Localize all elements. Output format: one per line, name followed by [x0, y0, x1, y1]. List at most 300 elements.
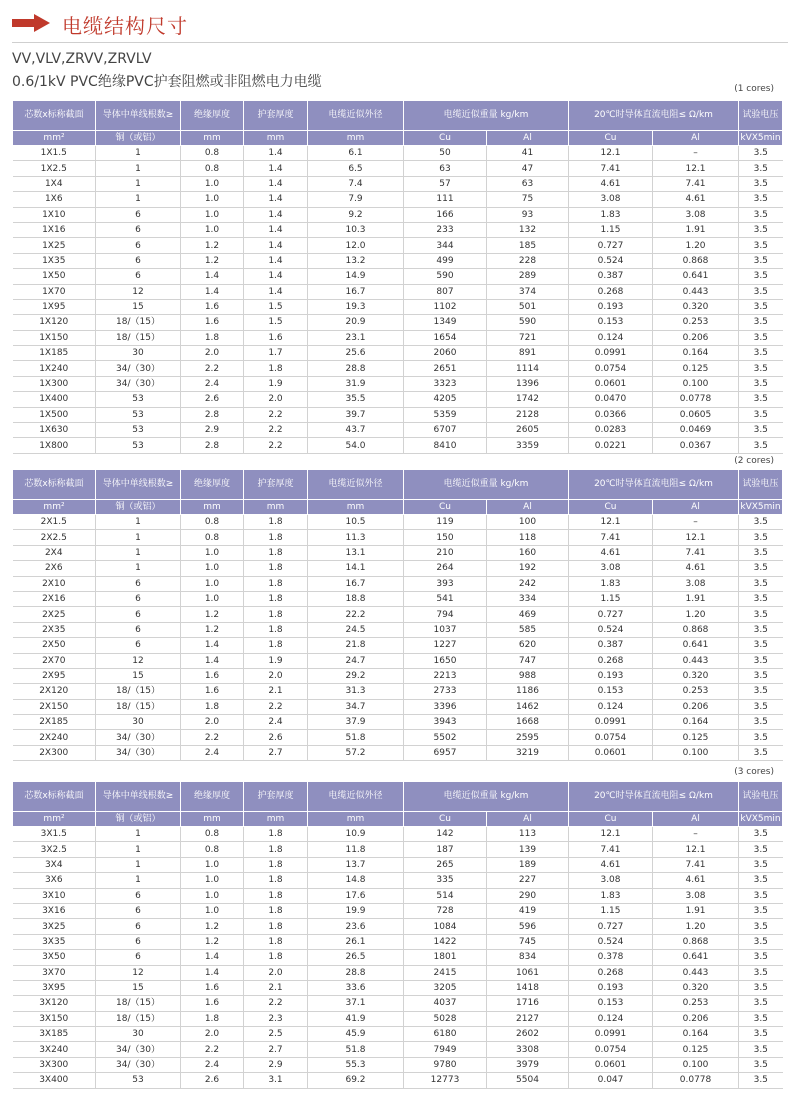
cell-resistance-al: – [653, 827, 739, 842]
cell-voltage: 3.5 [739, 996, 783, 1011]
table-row [13, 1073, 783, 1088]
table-row [13, 253, 783, 268]
cell-sheath: 1.8 [244, 857, 308, 872]
cell-voltage: 3.5 [739, 176, 783, 191]
cell-resistance-al: 1.20 [653, 919, 739, 934]
cell-strands: 53 [96, 1073, 181, 1088]
cell-diameter: 28.8 [308, 965, 404, 980]
unit-diameter: mm [308, 812, 404, 827]
cell-voltage: 3.5 [739, 376, 783, 391]
cell-sheath: 1.8 [244, 842, 308, 857]
cell-strands: 12 [96, 653, 181, 668]
col-header-size: 芯数x标称截面 [13, 470, 96, 500]
cell-weight-al: 747 [487, 653, 569, 668]
cell-size: 1X4 [13, 176, 96, 191]
cell-weight-al: 242 [487, 576, 569, 591]
cell-voltage: 3.5 [739, 161, 783, 176]
cell-diameter: 51.8 [308, 1042, 404, 1057]
cell-insulation: 1.6 [181, 980, 244, 995]
cell-resistance-al: 0.0367 [653, 438, 739, 453]
cell-diameter: 11.3 [308, 530, 404, 545]
cell-weight-al: 1742 [487, 392, 569, 407]
cell-weight-al: 118 [487, 530, 569, 545]
cell-weight-cu: 166 [404, 207, 487, 222]
table-row [13, 919, 783, 934]
cell-resistance-al: 7.41 [653, 545, 739, 560]
cell-size: 2X150 [13, 699, 96, 714]
cable-models: VV,VLV,ZRVV,ZRVLV [12, 51, 152, 67]
cell-sheath: 1.8 [244, 561, 308, 576]
unit-size: mm² [13, 131, 96, 146]
cell-size: 3X150 [13, 1011, 96, 1026]
unit-insulation: mm [181, 812, 244, 827]
page-title: 电缆结构尺寸 [62, 14, 188, 38]
cell-insulation: 1.4 [181, 284, 244, 299]
cell-diameter: 10.9 [308, 827, 404, 842]
cell-strands: 6 [96, 253, 181, 268]
cell-voltage: 3.5 [739, 423, 783, 438]
cell-weight-cu: 8410 [404, 438, 487, 453]
table-row [13, 222, 783, 237]
cell-resistance-al: 0.0605 [653, 407, 739, 422]
cell-strands: 6 [96, 222, 181, 237]
cell-sheath: 1.8 [244, 361, 308, 376]
cell-resistance-cu: 0.0283 [569, 423, 653, 438]
cell-voltage: 3.5 [739, 919, 783, 934]
cell-diameter: 22.2 [308, 607, 404, 622]
cell-diameter: 37.1 [308, 996, 404, 1011]
cell-insulation: 2.4 [181, 376, 244, 391]
cell-size: 3X35 [13, 934, 96, 949]
cell-strands: 1 [96, 192, 181, 207]
cell-diameter: 26.5 [308, 950, 404, 965]
cell-weight-al: 1396 [487, 376, 569, 391]
cell-resistance-cu: 0.387 [569, 269, 653, 284]
cell-sheath: 1.8 [244, 873, 308, 888]
table-row [13, 622, 783, 637]
cell-size: 1X50 [13, 269, 96, 284]
cell-sheath: 2.2 [244, 699, 308, 714]
cell-resistance-al: 3.08 [653, 207, 739, 222]
cell-size: 1X10 [13, 207, 96, 222]
cell-weight-al: 1186 [487, 684, 569, 699]
cell-insulation: 1.4 [181, 965, 244, 980]
cell-diameter: 14.9 [308, 269, 404, 284]
cell-weight-cu: 541 [404, 591, 487, 606]
cell-sheath: 1.8 [244, 919, 308, 934]
cell-strands: 1 [96, 857, 181, 872]
cell-diameter: 11.8 [308, 842, 404, 857]
cell-weight-cu: 210 [404, 545, 487, 560]
cell-weight-cu: 63 [404, 161, 487, 176]
cell-weight-al: 596 [487, 919, 569, 934]
table-body [13, 827, 783, 1089]
unit-weight-cu: Cu [404, 500, 487, 515]
cell-resistance-al: 1.20 [653, 238, 739, 253]
cell-voltage: 3.5 [739, 515, 783, 530]
cell-strands: 34/（30） [96, 745, 181, 760]
cell-weight-cu: 4205 [404, 392, 487, 407]
cell-weight-al: 2128 [487, 407, 569, 422]
cell-resistance-cu: 1.15 [569, 222, 653, 237]
cell-resistance-al: 0.164 [653, 715, 739, 730]
cell-voltage: 3.5 [739, 269, 783, 284]
cell-weight-cu: 233 [404, 222, 487, 237]
cell-insulation: 0.8 [181, 530, 244, 545]
col-header-strands: 导体中单线根数≥ [96, 101, 181, 131]
cell-size: 2X4 [13, 545, 96, 560]
cell-weight-cu: 1227 [404, 638, 487, 653]
cell-size: 2X50 [13, 638, 96, 653]
table-row [13, 591, 783, 606]
table-row [13, 903, 783, 918]
cell-weight-cu: 794 [404, 607, 487, 622]
cell-diameter: 23.6 [308, 919, 404, 934]
cell-sheath: 1.8 [244, 545, 308, 560]
cell-diameter: 17.6 [308, 888, 404, 903]
cell-strands: 15 [96, 299, 181, 314]
cell-insulation: 1.8 [181, 699, 244, 714]
cell-size: 2X120 [13, 684, 96, 699]
table-row [13, 607, 783, 622]
unit-insulation: mm [181, 500, 244, 515]
cell-voltage: 3.5 [739, 407, 783, 422]
col-header-diameter: 电缆近似外径 [308, 101, 404, 131]
cell-strands: 15 [96, 668, 181, 683]
cell-size: 2X185 [13, 715, 96, 730]
cell-sheath: 1.4 [244, 253, 308, 268]
cell-resistance-al: 12.1 [653, 842, 739, 857]
cell-resistance-cu: 0.193 [569, 668, 653, 683]
cell-resistance-al: 0.868 [653, 622, 739, 637]
cell-resistance-al: 0.0778 [653, 392, 739, 407]
cell-voltage: 3.5 [739, 1073, 783, 1088]
cell-weight-al: 227 [487, 873, 569, 888]
cell-resistance-cu: 0.0601 [569, 376, 653, 391]
cell-resistance-al: 0.253 [653, 315, 739, 330]
cell-size: 2X35 [13, 622, 96, 637]
cell-voltage: 3.5 [739, 684, 783, 699]
cell-strands: 6 [96, 888, 181, 903]
cell-strands: 1 [96, 827, 181, 842]
cell-weight-cu: 1102 [404, 299, 487, 314]
cell-diameter: 28.8 [308, 361, 404, 376]
cell-insulation: 1.0 [181, 222, 244, 237]
unit-weight-al: Al [487, 131, 569, 146]
cell-resistance-al: 0.320 [653, 668, 739, 683]
cell-weight-al: 189 [487, 857, 569, 872]
cell-weight-cu: 1084 [404, 919, 487, 934]
cell-weight-cu: 728 [404, 903, 487, 918]
cell-sheath: 1.8 [244, 622, 308, 637]
table-row [13, 238, 783, 253]
table-row [13, 857, 783, 872]
cell-weight-al: 419 [487, 903, 569, 918]
cell-resistance-cu: 4.61 [569, 857, 653, 872]
cell-insulation: 2.4 [181, 745, 244, 760]
table-row [13, 668, 783, 683]
cell-voltage: 3.5 [739, 315, 783, 330]
cell-size: 1X400 [13, 392, 96, 407]
cell-sheath: 1.8 [244, 530, 308, 545]
cell-weight-al: 3219 [487, 745, 569, 760]
cell-weight-al: 139 [487, 842, 569, 857]
cell-sheath: 1.8 [244, 607, 308, 622]
cell-diameter: 35.5 [308, 392, 404, 407]
cell-resistance-al: 0.868 [653, 253, 739, 268]
cell-diameter: 37.9 [308, 715, 404, 730]
table-row [13, 873, 783, 888]
table-row [13, 699, 783, 714]
cell-resistance-cu: 0.0991 [569, 346, 653, 361]
unit-weight-cu: Cu [404, 812, 487, 827]
cell-diameter: 12.0 [308, 238, 404, 253]
table-row [13, 653, 783, 668]
cell-insulation: 1.4 [181, 653, 244, 668]
table-row [13, 407, 783, 422]
cell-sheath: 1.5 [244, 315, 308, 330]
table-row [13, 315, 783, 330]
cell-size: 3X6 [13, 873, 96, 888]
cell-resistance-cu: 0.153 [569, 684, 653, 699]
cell-weight-cu: 264 [404, 561, 487, 576]
cell-strands: 6 [96, 638, 181, 653]
cell-weight-cu: 499 [404, 253, 487, 268]
cell-diameter: 29.2 [308, 668, 404, 683]
cell-sheath: 1.4 [244, 192, 308, 207]
cell-resistance-cu: 12.1 [569, 515, 653, 530]
cell-voltage: 3.5 [739, 530, 783, 545]
cell-sheath: 1.7 [244, 346, 308, 361]
cell-weight-al: 290 [487, 888, 569, 903]
col-header-resistance: 20℃时导体直流电阻≤ Ω/km [569, 470, 739, 500]
cell-resistance-al: 0.164 [653, 1027, 739, 1042]
cell-size: 1X300 [13, 376, 96, 391]
table-row [13, 980, 783, 995]
cell-insulation: 2.0 [181, 715, 244, 730]
cell-insulation: 0.8 [181, 827, 244, 842]
cell-voltage: 3.5 [739, 903, 783, 918]
cell-resistance-cu: 0.524 [569, 934, 653, 949]
cell-strands: 6 [96, 269, 181, 284]
cell-diameter: 13.7 [308, 857, 404, 872]
cell-weight-al: 160 [487, 545, 569, 560]
cores-note-3: (3 cores) [734, 767, 774, 777]
cell-weight-cu: 265 [404, 857, 487, 872]
cell-weight-cu: 6957 [404, 745, 487, 760]
cell-size: 1X240 [13, 361, 96, 376]
cell-voltage: 3.5 [739, 591, 783, 606]
cell-voltage: 3.5 [739, 715, 783, 730]
col-header-weight: 电缆近似重量 kg/km [404, 782, 569, 812]
cell-diameter: 10.5 [308, 515, 404, 530]
cell-insulation: 1.2 [181, 934, 244, 949]
cell-voltage: 3.5 [739, 888, 783, 903]
cell-resistance-cu: 0.0754 [569, 730, 653, 745]
table-row [13, 330, 783, 345]
cell-strands: 6 [96, 576, 181, 591]
cell-strands: 1 [96, 545, 181, 560]
cell-voltage: 3.5 [739, 638, 783, 653]
cell-insulation: 2.2 [181, 1042, 244, 1057]
cell-insulation: 2.8 [181, 438, 244, 453]
cell-voltage: 3.5 [739, 873, 783, 888]
cell-resistance-cu: 0.268 [569, 653, 653, 668]
cell-weight-cu: 3205 [404, 980, 487, 995]
cell-weight-al: 47 [487, 161, 569, 176]
cell-diameter: 16.7 [308, 284, 404, 299]
cell-voltage: 3.5 [739, 222, 783, 237]
cell-weight-cu: 5359 [404, 407, 487, 422]
cell-sheath: 1.4 [244, 176, 308, 191]
cell-strands: 1 [96, 176, 181, 191]
cell-weight-cu: 2213 [404, 668, 487, 683]
cell-voltage: 3.5 [739, 392, 783, 407]
table-row [13, 827, 783, 842]
cell-diameter: 13.1 [308, 545, 404, 560]
cell-resistance-cu: 0.0991 [569, 715, 653, 730]
cell-size: 1X500 [13, 407, 96, 422]
cell-weight-al: 113 [487, 827, 569, 842]
cell-size: 2X300 [13, 745, 96, 760]
unit-resistance-cu: Cu [569, 500, 653, 515]
cell-weight-al: 374 [487, 284, 569, 299]
cell-strands: 6 [96, 622, 181, 637]
cell-strands: 34/（30） [96, 376, 181, 391]
table-row [13, 715, 783, 730]
cell-weight-cu: 150 [404, 530, 487, 545]
cell-insulation: 1.0 [181, 591, 244, 606]
cell-size: 1X120 [13, 315, 96, 330]
cell-sheath: 1.4 [244, 146, 308, 161]
cable-description: 0.6/1kV PVC绝缘PVC护套阻燃或非阻燃电力电缆 [12, 74, 322, 90]
unit-sheath: mm [244, 131, 308, 146]
cell-voltage: 3.5 [739, 299, 783, 314]
cell-diameter: 57.2 [308, 745, 404, 760]
cell-size: 3X240 [13, 1042, 96, 1057]
cell-size: 1X2.5 [13, 161, 96, 176]
table-row [13, 146, 783, 161]
cell-voltage: 3.5 [739, 745, 783, 760]
cell-voltage: 3.5 [739, 561, 783, 576]
cell-resistance-cu: 0.153 [569, 315, 653, 330]
cell-sheath: 1.5 [244, 299, 308, 314]
cell-insulation: 1.6 [181, 996, 244, 1011]
cell-resistance-al: 0.100 [653, 376, 739, 391]
cell-weight-al: 620 [487, 638, 569, 653]
cell-sheath: 1.4 [244, 222, 308, 237]
cell-voltage: 3.5 [739, 545, 783, 560]
cell-size: 3X16 [13, 903, 96, 918]
cell-insulation: 1.6 [181, 315, 244, 330]
cell-sheath: 1.4 [244, 269, 308, 284]
cell-voltage: 3.5 [739, 576, 783, 591]
section-header [12, 8, 788, 38]
cell-weight-al: 192 [487, 561, 569, 576]
cell-strands: 12 [96, 965, 181, 980]
cell-resistance-cu: 0.124 [569, 1011, 653, 1026]
table-row [13, 207, 783, 222]
cell-weight-al: 501 [487, 299, 569, 314]
table-row [13, 176, 783, 191]
cell-voltage: 3.5 [739, 827, 783, 842]
header-divider [12, 42, 788, 43]
cell-strands: 6 [96, 903, 181, 918]
cell-size: 3X185 [13, 1027, 96, 1042]
cell-weight-al: 1668 [487, 715, 569, 730]
cell-size: 1X95 [13, 299, 96, 314]
cell-weight-cu: 187 [404, 842, 487, 857]
cell-weight-cu: 3323 [404, 376, 487, 391]
cell-strands: 34/（30） [96, 1042, 181, 1057]
cell-strands: 34/（30） [96, 1057, 181, 1072]
cell-size: 1X25 [13, 238, 96, 253]
unit-diameter: mm [308, 500, 404, 515]
cell-weight-al: 988 [487, 668, 569, 683]
cell-diameter: 41.9 [308, 1011, 404, 1026]
cell-strands: 6 [96, 591, 181, 606]
cell-voltage: 3.5 [739, 346, 783, 361]
cell-insulation: 2.2 [181, 730, 244, 745]
cell-weight-cu: 590 [404, 269, 487, 284]
cell-resistance-cu: 0.193 [569, 299, 653, 314]
cell-resistance-cu: 0.0754 [569, 361, 653, 376]
cell-sheath: 2.9 [244, 1057, 308, 1072]
cell-strands: 18/（15） [96, 996, 181, 1011]
table-row [13, 438, 783, 453]
cell-weight-al: 2605 [487, 423, 569, 438]
cell-weight-al: 228 [487, 253, 569, 268]
cell-strands: 1 [96, 530, 181, 545]
cell-sheath: 1.9 [244, 376, 308, 391]
cell-diameter: 33.6 [308, 980, 404, 995]
cell-size: 3X95 [13, 980, 96, 995]
cell-strands: 1 [96, 561, 181, 576]
cell-weight-cu: 807 [404, 284, 487, 299]
cell-diameter: 7.9 [308, 192, 404, 207]
table-row [13, 561, 783, 576]
cell-voltage: 3.5 [739, 361, 783, 376]
cell-strands: 1 [96, 873, 181, 888]
cell-weight-cu: 6707 [404, 423, 487, 438]
cell-resistance-cu: 0.047 [569, 1073, 653, 1088]
cell-strands: 1 [96, 146, 181, 161]
unit-voltage: kVX5min [739, 500, 783, 515]
cell-resistance-cu: 7.41 [569, 161, 653, 176]
cell-voltage: 3.5 [739, 668, 783, 683]
unit-strands: 铜（或铝） [96, 500, 181, 515]
cell-weight-al: 3359 [487, 438, 569, 453]
cell-size: 1X70 [13, 284, 96, 299]
cell-voltage: 3.5 [739, 1011, 783, 1026]
cell-resistance-al: 0.0778 [653, 1073, 739, 1088]
cell-diameter: 6.5 [308, 161, 404, 176]
cell-strands: 6 [96, 207, 181, 222]
cell-voltage: 3.5 [739, 730, 783, 745]
cell-sheath: 1.9 [244, 653, 308, 668]
col-header-sheath: 护套厚度 [244, 101, 308, 131]
cell-voltage: 3.5 [739, 146, 783, 161]
cell-sheath: 1.8 [244, 591, 308, 606]
unit-resistance-al: Al [653, 812, 739, 827]
cell-sheath: 1.8 [244, 638, 308, 653]
cell-size: 3X120 [13, 996, 96, 1011]
cell-voltage: 3.5 [739, 438, 783, 453]
cell-diameter: 24.5 [308, 622, 404, 637]
cell-strands: 30 [96, 715, 181, 730]
cell-resistance-cu: 1.83 [569, 888, 653, 903]
unit-resistance-al: Al [653, 131, 739, 146]
